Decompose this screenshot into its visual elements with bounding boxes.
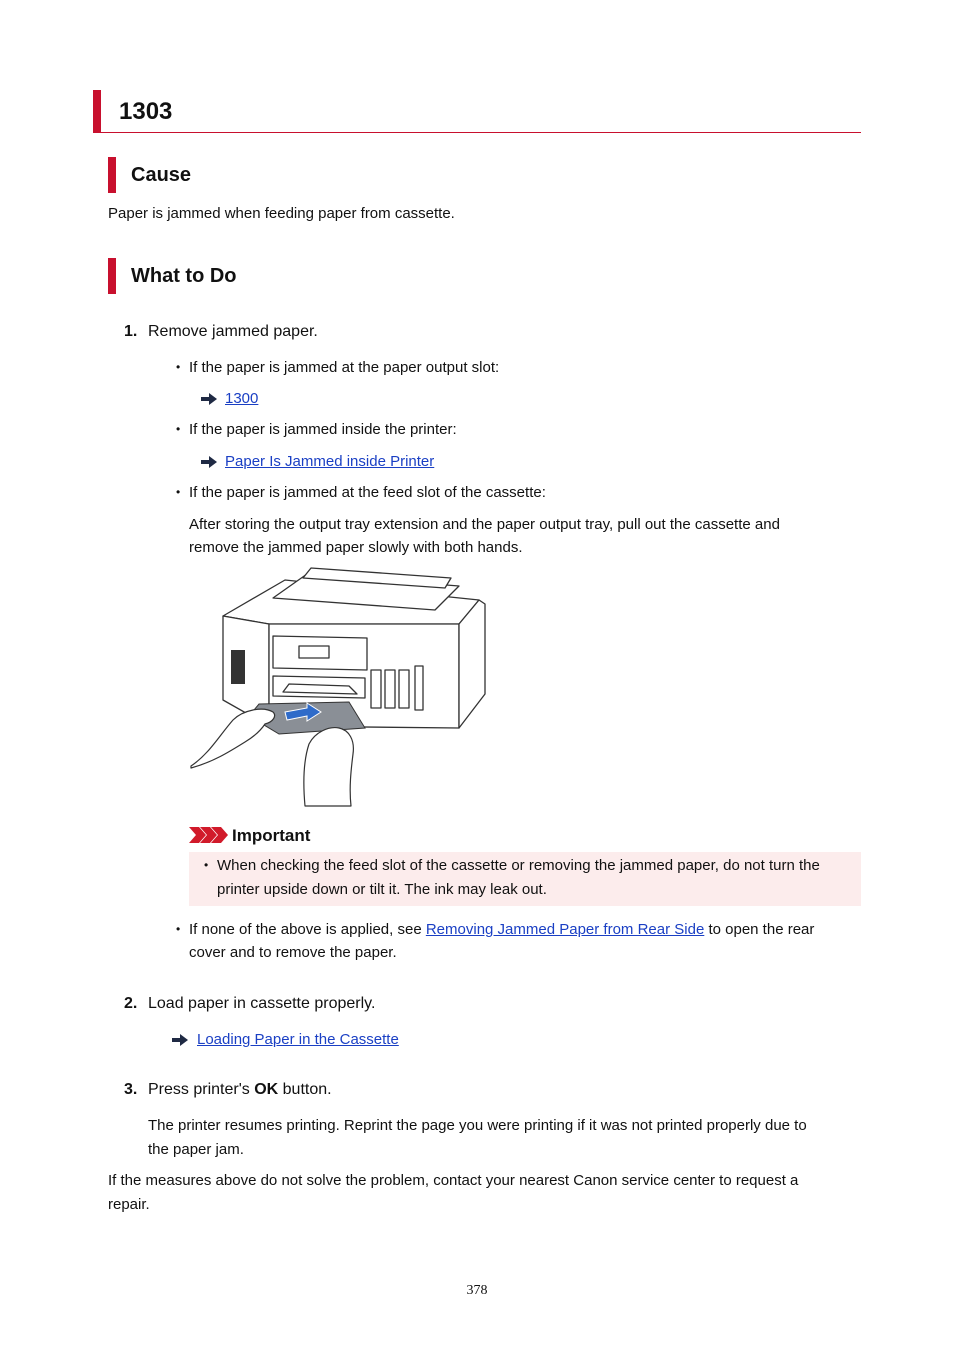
bullet-dot: • (176, 422, 181, 436)
bullet-dot: • (176, 485, 181, 499)
title-accent-bar (93, 90, 101, 133)
what-to-do-heading: What to Do (131, 265, 237, 287)
footer-line-1: If the measures above do not solve the problem, contact your nearest Canon service center to request a (108, 1172, 799, 1189)
link-paper-jammed-inside-printer[interactable]: Paper Is Jammed inside Printer (225, 453, 435, 470)
right-arrow-icon (200, 392, 218, 406)
printer-jam-illustration (189, 566, 491, 808)
rear-side-line-2: cover and to remove the paper. (189, 944, 397, 961)
bullet-inside-printer: If the paper is jammed inside the printer: (189, 421, 457, 438)
right-arrow-icon (200, 455, 218, 469)
step-3-number: 3. (124, 1081, 138, 1098)
step-2-number: 2. (124, 995, 138, 1012)
page-number: 378 (466, 1283, 488, 1298)
feed-slot-detail-line-1: After storing the output tray extension and the paper output tray, pull out the cassette and (189, 516, 780, 533)
cause-text: Paper is jammed when feeding paper from cassette. (108, 205, 455, 222)
ok-button-label: OK (254, 1081, 279, 1098)
step-2-text: Load paper in cassette properly. (148, 995, 376, 1012)
cause-heading: Cause (131, 164, 192, 186)
bullet-dot: • (176, 922, 181, 936)
step-1-text: Remove jammed paper. (148, 323, 318, 340)
rear-side-sentence (189, 918, 814, 941)
feed-slot-detail-line-2: remove the jammed paper slowly with both hands. (189, 539, 523, 556)
step-1-number: 1. (124, 323, 138, 340)
right-arrow-icon (171, 1033, 189, 1047)
step-3-text-pre: Press printer's (148, 1081, 255, 1098)
step-3-text-post: button. (278, 1081, 332, 1098)
important-chevrons-icon (189, 826, 229, 844)
important-line-1: When checking the feed slot of the cassette or removing the jammed paper, do not turn the (217, 857, 820, 874)
step-3-detail-line-1: The printer resumes printing. Reprint the page you were printing if it was not printed properly due to (148, 1117, 807, 1134)
link-loading-paper-cassette[interactable]: Loading Paper in the Cassette (197, 1031, 399, 1048)
what-to-do-accent-bar (108, 258, 116, 294)
rear-side-pre: If none of the above is applied, see (189, 921, 426, 938)
important-title: Important (232, 826, 311, 845)
step-3-text (148, 1079, 332, 1101)
bullet-feed-slot: If the paper is jammed at the feed slot of the cassette: (189, 484, 546, 501)
step-3-detail-line-2: the paper jam. (148, 1141, 244, 1158)
footer-line-2: repair. (108, 1196, 150, 1213)
bullet-dot: • (176, 360, 181, 374)
bullet-dot: • (204, 858, 209, 872)
bullet-output-slot: If the paper is jammed at the paper output slot: (189, 359, 500, 376)
important-line-2: printer upside down or tilt it. The ink may leak out. (217, 881, 547, 898)
cause-accent-bar (108, 157, 116, 193)
rear-side-post: to open the rear (704, 921, 815, 938)
link-removing-jammed-paper-rear-side[interactable]: Removing Jammed Paper from Rear Side (425, 921, 705, 938)
title-underline (101, 132, 861, 133)
link-1300[interactable]: 1300 (225, 390, 259, 407)
page-title: 1303 (119, 98, 173, 125)
